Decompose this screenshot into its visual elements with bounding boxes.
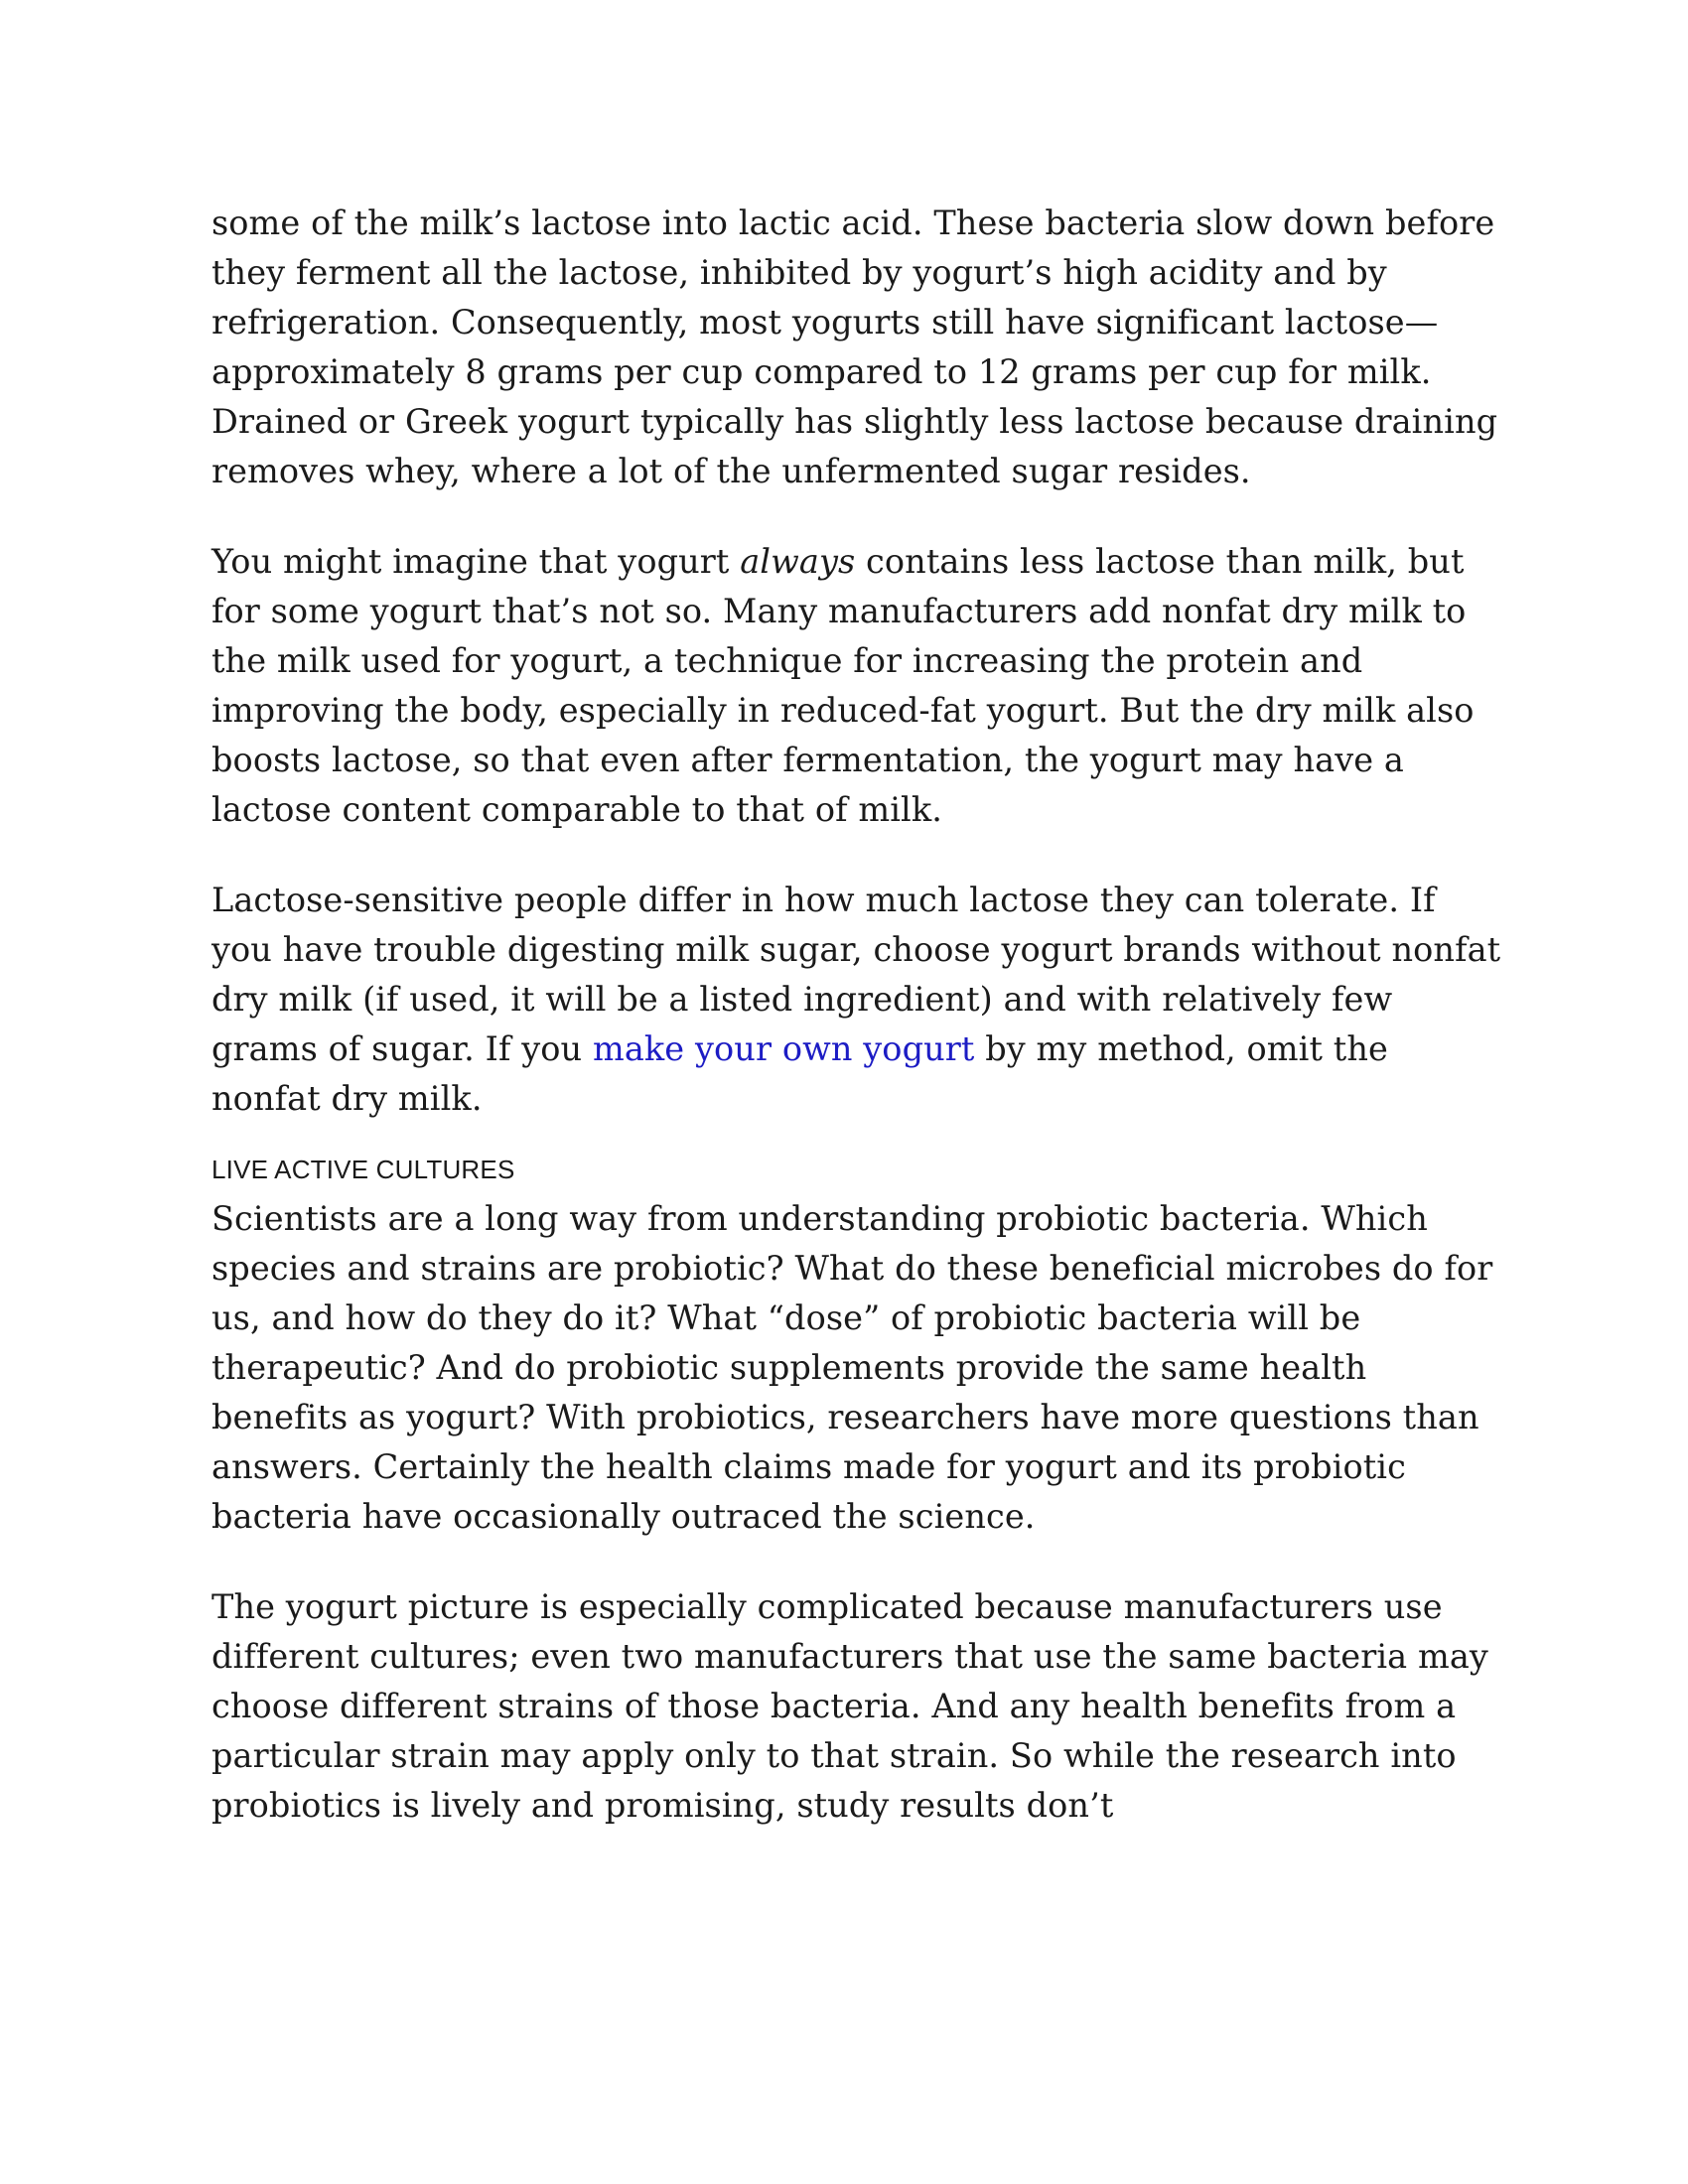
paragraph-nonfat-dry-milk — [211, 537, 1502, 835]
paragraph-yogurt-picture: The yogurt picture is especially complicated because manufacturers use different cultures; even two manufacturers that use the same bacteria may choose different strains of those bacteria. And any health benefits from a particular strain may apply only to that strain. So while the research into probiotics is lively and promising, study results don’t — [211, 1587, 1488, 1825]
paragraph-probiotic-bacteria: Scientists are a long way from understanding probiotic bacteria. Which species and strains are probiotic? What do these beneficial microbes do for us, and how do they do it? What “dose” of probiotic bacteria will be therapeutic? And do probiotic supplements provide the same health benefits as yogurt? With probiotics, researchers have more questions than answers. Certainly the health claims made for yogurt and its probiotic bacteria have occasionally outraced the science. — [211, 1199, 1493, 1536]
make-your-own-yogurt-link[interactable]: make your own yogurt — [592, 1029, 975, 1068]
paragraph-text: contains less lactose than milk, but for some yogurt that’s not so. Many manufacturers add nonfat dry milk to the milk used for yogurt, a technique for increasing the protein and improving the body, especially in reduced-fat yogurt. But the dry milk also boosts lactose, so that even after fermentation, the yogurt may have a lactose content comparable to that of milk. — [211, 542, 1475, 829]
paragraph-text: You might imagine that yogurt — [211, 542, 741, 581]
section-heading-live-active-cultures: LIVE ACTIVE CULTURES — [211, 1155, 515, 1184]
paragraph-text: Lactose-sensitive people differ in how much lactose they can tolerate. If you have trouble digesting milk sugar, choose yogurt brands without nonfat dry milk (if used, it will be a listed ingredient) and with relatively few grams of sugar. If you — [211, 881, 1501, 1068]
paragraph-lactose-sensitive — [211, 876, 1502, 1124]
document-page — [211, 199, 1502, 1871]
paragraph-lactose-fermentation: some of the milk’s lactose into lactic acid. These bacteria slow down before they ferment all the lactose, inhibited by yogurt’s high acidity and by refrigeration. Consequently, most yogurts still have significant lactose—approximately 8 grams per cup compared to 12 grams per cup for milk. Drained or Greek yogurt typically has slightly less lactose because draining removes whey, where a lot of the unfermented sugar resides. — [211, 204, 1498, 490]
emphasis-text: always — [740, 542, 856, 581]
paragraph-text: by my method, omit the nonfat dry milk. — [211, 1029, 1388, 1118]
